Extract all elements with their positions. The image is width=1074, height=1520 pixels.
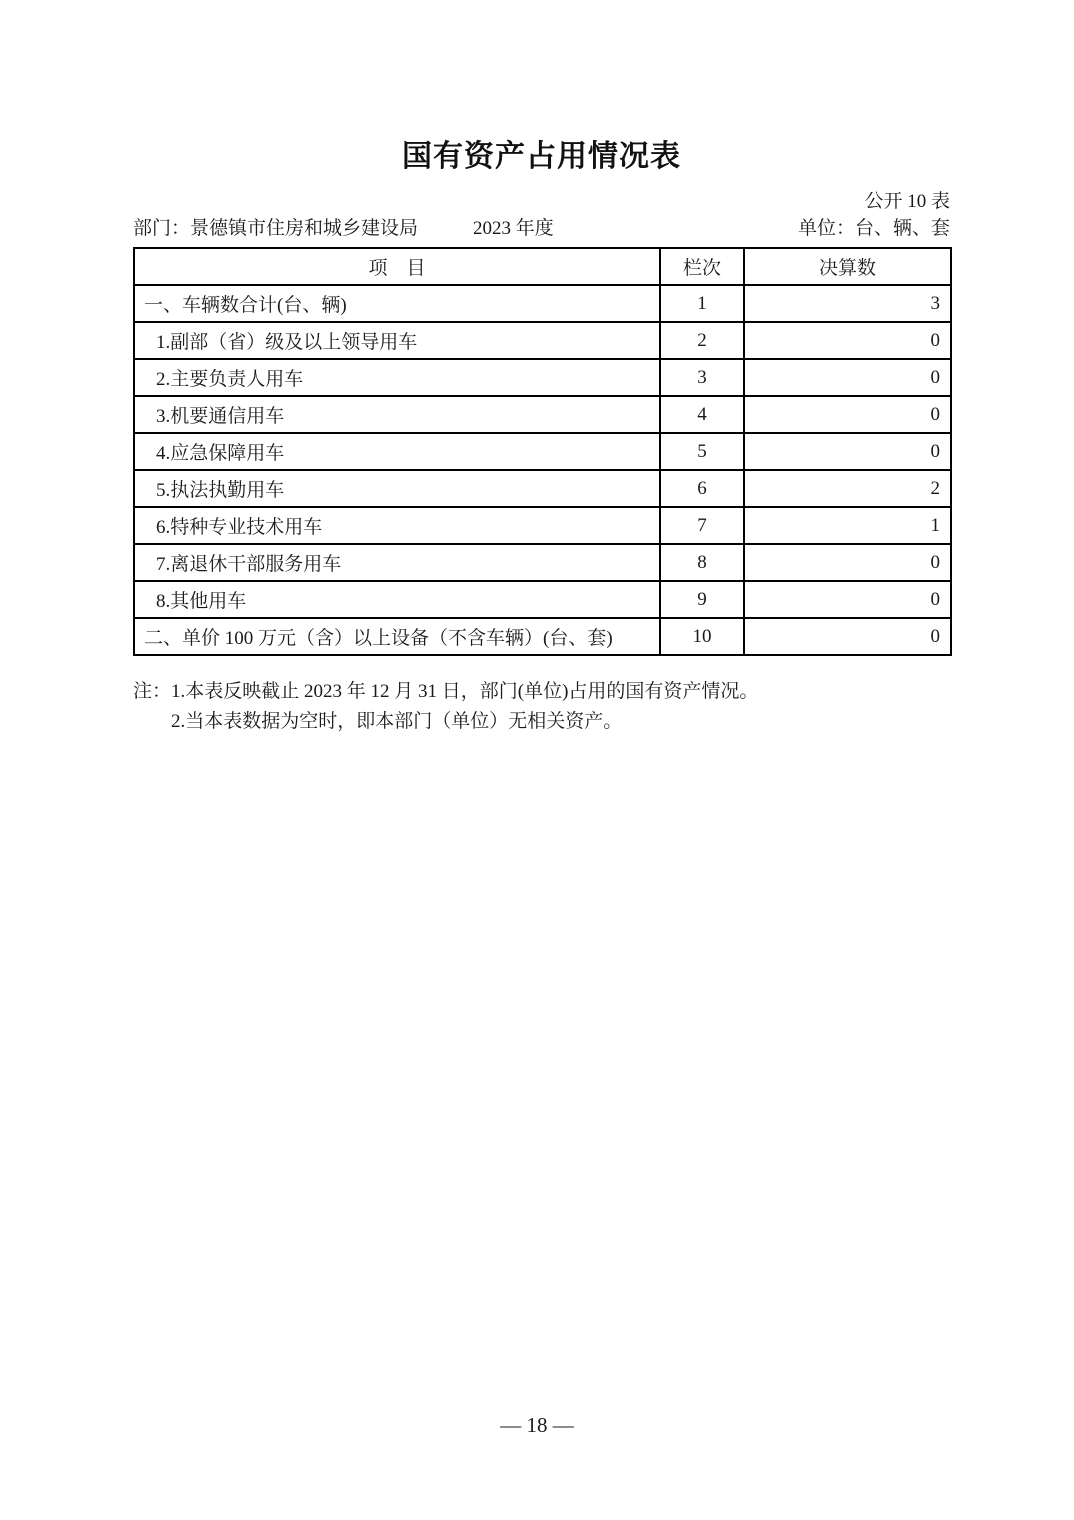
department-label: 部门：景德镇市住房和城乡建设局 (133, 218, 419, 239)
row-amount: 0 (744, 396, 951, 433)
table-row (134, 507, 951, 544)
row-column-no: 6 (660, 470, 744, 507)
fiscal-year-label: 2023 年度 (473, 218, 554, 239)
row-column-no: 5 (660, 433, 744, 470)
row-column-no: 1 (660, 285, 744, 322)
row-item: 2.主要负责人用车 (134, 359, 660, 396)
table-row (134, 433, 951, 470)
table-header-row (134, 248, 951, 285)
row-amount: 2 (744, 470, 951, 507)
row-amount: 0 (744, 322, 951, 359)
row-item: 二、单价 100 万元（含）以上设备（不含车辆）(台、套) (134, 618, 660, 655)
row-column-no: 4 (660, 396, 744, 433)
row-item: 5.执法执勤用车 (134, 470, 660, 507)
page-number: — 18 — (500, 1413, 574, 1437)
unit-label: 单位：台、辆、套 (797, 218, 950, 239)
header-column-no: 栏次 (660, 248, 744, 285)
header-item: 项 目 (134, 248, 660, 285)
row-item: 一、车辆数合计(台、辆) (134, 285, 660, 322)
row-item: 6.特种专业技术用车 (134, 507, 660, 544)
row-item: 4.应急保障用车 (134, 433, 660, 470)
table-row (134, 285, 951, 322)
row-item: 7.离退休干部服务用车 (134, 544, 660, 581)
row-item: 8.其他用车 (134, 581, 660, 618)
row-column-no: 2 (660, 322, 744, 359)
table-code-label: 公开 10 表 (864, 191, 950, 212)
row-column-no: 10 (660, 618, 744, 655)
table-row (134, 544, 951, 581)
footnote-text-1: 1.本表反映截止 2023 年 12 月 31 日，部门(单位)占用的国有资产情况。 (171, 681, 759, 702)
row-amount: 3 (744, 285, 951, 322)
table-row (134, 470, 951, 507)
footnotes (133, 677, 950, 737)
row-item: 1.副部（省）级及以上领导用车 (134, 322, 660, 359)
table-row (134, 618, 951, 655)
table-row (134, 581, 951, 618)
footnote-line-1 (133, 677, 950, 707)
meta-row (133, 218, 950, 240)
row-amount: 0 (744, 581, 951, 618)
table-row (134, 396, 951, 433)
row-column-no: 8 (660, 544, 744, 581)
row-amount: 0 (744, 359, 951, 396)
row-column-no: 3 (660, 359, 744, 396)
row-amount: 0 (744, 433, 951, 470)
table-row (134, 322, 951, 359)
table-row (134, 359, 951, 396)
row-item: 3.机要通信用车 (134, 396, 660, 433)
document-content (133, 0, 950, 737)
header-amount: 决算数 (744, 248, 951, 285)
footnote-prefix: 注： (133, 681, 172, 702)
footnote-line-2: 2.当本表数据为空时，即本部门（单位）无相关资产。 (171, 711, 623, 732)
assets-table (133, 247, 952, 656)
row-column-no: 9 (660, 581, 744, 618)
row-amount: 1 (744, 507, 951, 544)
row-column-no: 7 (660, 507, 744, 544)
row-amount: 0 (744, 618, 951, 655)
row-amount: 0 (744, 544, 951, 581)
page-title: 国有资产占用情况表 (402, 140, 681, 173)
